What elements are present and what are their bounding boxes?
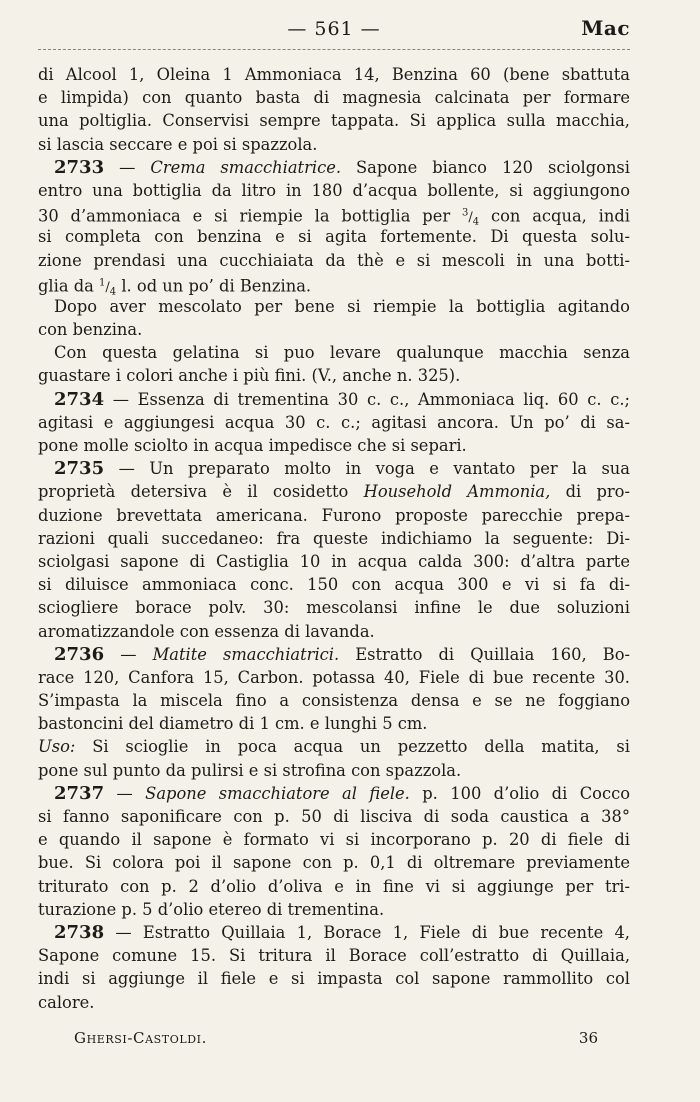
text-line: calore. [38,992,95,1012]
page-number: — 561 — [287,18,381,40]
text-line: Dopo aver mescolato per bene si riempie la bottiglia agitando [54,296,630,316]
text-line: entro una bottiglia da litro in 180 d’acqua bollente, si aggiungono [38,180,630,200]
text-line: zione prendasi una cucchiaiata da thè e si mescoli in una botti- [38,250,630,270]
text-line: con benzina. [38,320,143,340]
entry-title: Matite smacchiatrici. [152,644,340,664]
entry-2736-line: 2736 — Matite smacchiatrici. Estratto di Quillaia 160, Bo- [54,643,630,665]
text-line: guastare i colori anche i più fini. (V., anche n. 325). [38,366,461,386]
entry-number: 2733 [54,156,105,178]
entry-2738-line: 2738 — Estratto Quillaia 1, Borace 1, Fiele di bue recente 4, [54,921,630,943]
text-line: e limpida) con quanto basta di magnesia calcinata per formare [38,88,630,108]
text-line: Con questa gelatina si puo levare qualunque macchia senza [54,343,630,363]
text-line: si diluisce ammoniaca conc. 150 con acqua 300 e vi si fa di- [38,575,630,595]
fraction: $^1/_4$ [99,277,117,298]
entry-number: 2735 [54,458,105,480]
entry-title: Sapone smacchiatore al fiele. [145,783,410,803]
entry-number: 2738 [54,921,105,943]
running-head: Mac [581,16,630,40]
text-line: razioni quali succedaneo: fra queste indichiamo la seguente: Di- [38,528,630,548]
text-line: proprietà detersiva è il cosidetto Household Ammonia, di pro- [38,482,630,502]
text-line: aromatizzandole con essenza di lavanda. [38,621,375,641]
text-line: di Alcool 1, Oleina 1 Ammoniaca 14, Benzina 60 (bene sbattuta [38,65,630,84]
entry-number: 2737 [54,782,105,804]
entry-2733-line: 2733 — Crema smacchiatrice. Sapone bianco 120 sciolgonsi [54,156,630,178]
printer-signature: Ghersi-Castoldi. [74,1029,207,1047]
text-line: Sapone comune 15. Si tritura il Borace coll’estratto di Quillaia, [38,946,630,966]
text-line: una poltiglia. Conservisi sempre tappata. Si applica sulla macchia, [38,111,630,131]
text-line: glia da $^1/_4$ l. od un po’ di Benzina. [38,276,312,298]
text-line: indi si aggiunge il fiele e si impasta col sapone rammollito col [38,969,630,989]
entry-number: 2734 [54,388,105,410]
text-line: race 120, Canfora 15, Carbon. potassa 40, Fiele di bue recente 30. [38,667,630,687]
text-line: sciogliere borace polv. 30: mescolansi infine le due soluzioni [38,598,630,618]
text-line: S’impasta la miscela fino a consistenza densa e se ne foggiano [38,691,630,711]
text-line: bastoncini del diametro di 1 cm. e lunghi 5 cm. [38,714,428,734]
text-line: turazione p. 5 d’olio etereo di trementina. [38,899,385,919]
text-line: pone molle sciolto in acqua impedisce che si separi. [38,436,467,455]
page-body [38,63,630,1014]
text-line: si lascia seccare e poi si spazzola. [38,134,318,154]
product-name: Household Ammonia, [363,482,551,502]
text-line: 30 d’ammoniaca e si riempie la bottiglia per $^3/_4$ con acqua, indi [38,206,631,229]
entry-2734-line: 2734 — Essenza di trementina 30 c. c., Ammoniaca liq. 60 c. c.; [54,388,630,410]
header-rule [38,49,630,50]
sheet-number: 36 [578,1029,598,1047]
fraction: $^3/_4$ [462,208,480,229]
page-header [38,16,630,46]
entry-number: 2736 [54,643,105,665]
text-line: e quando il sapone è formato vi si incorporano p. 20 di fiele di [38,830,630,850]
text-line: si fanno saponificare con p. 50 di lisciva di soda caustica a 38° [38,807,630,826]
entry-2735-line: 2735 — Un preparato molto in voga e vantato per la sua [54,458,630,480]
entry-title: Crema smacchiatrice. [150,157,342,177]
text-line: si completa con benzina e si agita fortemente. Di questa solu- [38,227,630,247]
entry-2737-line: 2737 — Sapone smacchiatore al fiele. p. 100 d’olio di Cocco [54,782,630,804]
text-line: pone sul punto da pulirsi e si strofina con spazzola. [38,760,462,780]
text-line: sciolgasi sapone di Castiglia 10 in acqua calda 300: d’altra parte [38,551,630,571]
text-line: agitasi e aggiungesi acqua 30 c. c.; agitasi ancora. Un po’ di sa- [38,412,630,432]
text-line: Uso: Si scioglie in poca acqua un pezzetto della matita, si [38,737,630,757]
text-line: triturato con p. 2 d’olio d’oliva e in fine vi si aggiunge per tri- [38,876,630,896]
text-line: bue. Si colora poi il sapone con p. 0,1 di oltremare previamente [38,853,630,873]
text-line: duzione brevettata americana. Furono proposte parecchie prepa- [38,505,630,525]
usage-label: Uso: [38,737,76,757]
